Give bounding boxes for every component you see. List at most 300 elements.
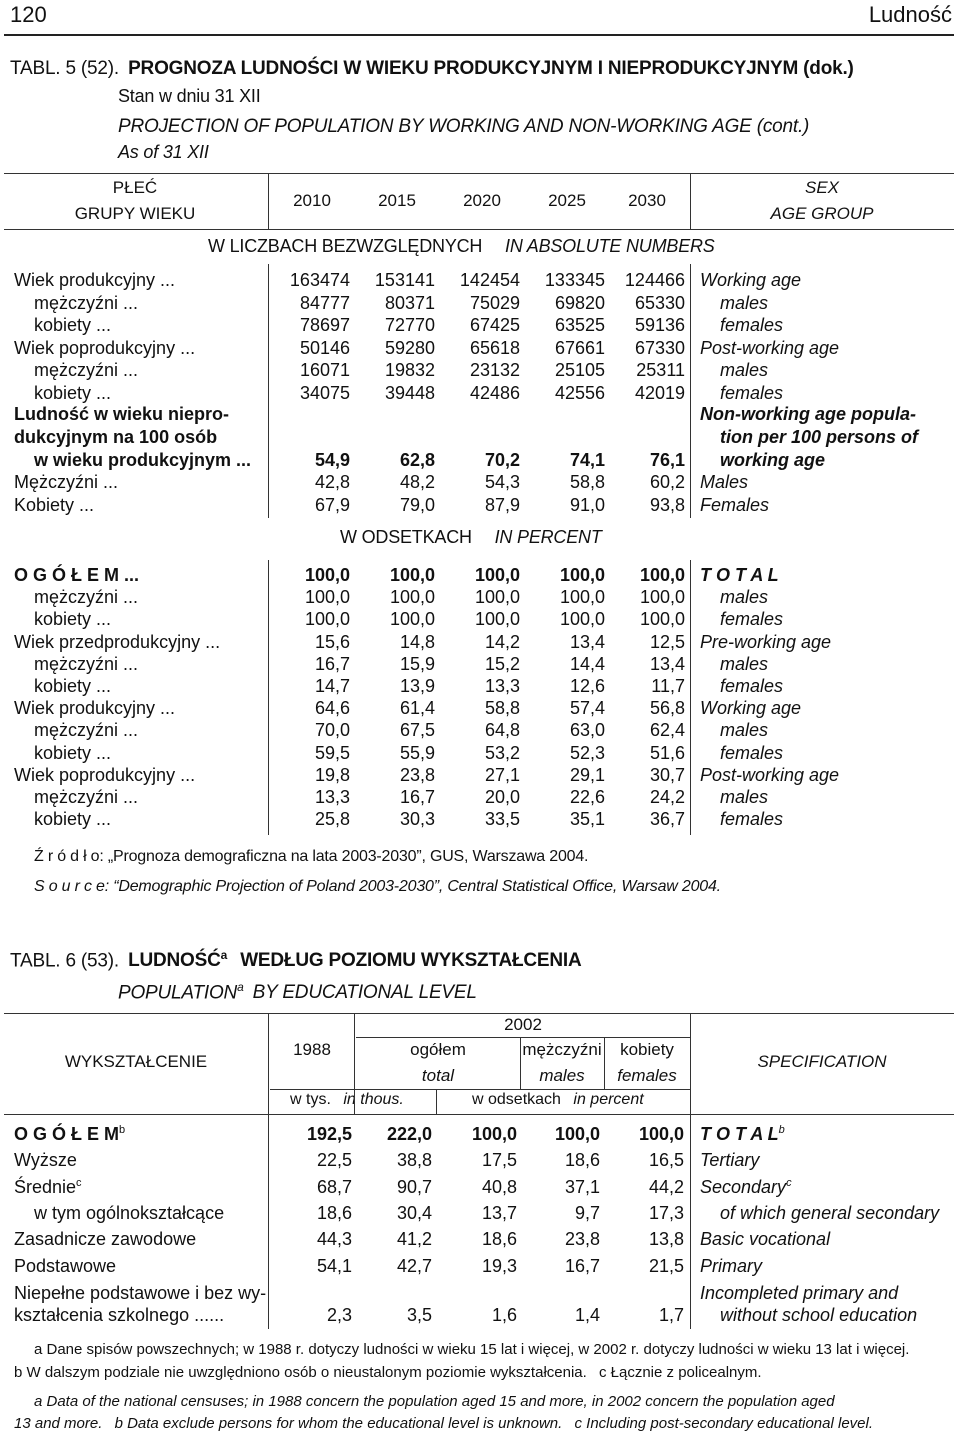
- t6-year-2002: 2002: [504, 1015, 542, 1034]
- t5-pct-row-2-value-3: 100,0: [559, 609, 605, 630]
- t6-row-2-label-en-sup: c: [786, 1176, 792, 1189]
- t5-pct-row-11-label-en: females: [720, 809, 784, 830]
- t6-last-value-0: 2,3: [326, 1305, 352, 1325]
- t5-abs-row-3-value-4: 67330: [634, 337, 685, 358]
- t5-pct-row-11-value-4: 36,7: [649, 809, 685, 830]
- t5-abs-row-2-value-1: 72770: [384, 315, 435, 335]
- t5-pct-row-3-value-0: 15,6: [314, 631, 350, 652]
- t5-pct-row-8-value-2: 53,2: [484, 742, 520, 763]
- t5-pct-row-8-label-en: females: [720, 742, 784, 763]
- t5-abs-row-1-value-2: 75029: [469, 292, 520, 313]
- t5-pct-row-9-label-en: Post-working age: [700, 764, 840, 785]
- t6-row-3-value-0: 18,6: [316, 1202, 352, 1223]
- t6-row-4-label-en: [700, 1229, 830, 1250]
- t6-row-2-label-en: [700, 1177, 792, 1198]
- t5-col-right-1: SEX: [804, 178, 840, 197]
- t6-row-2-label-en-text: Secondary: [700, 1176, 787, 1197]
- t5-pct-row-6-value-1: 61,4: [399, 698, 435, 719]
- t5-pct-row-6-value-2: 58,8: [484, 698, 520, 719]
- t5-abs-row-0-value-3: 133345: [544, 270, 605, 290]
- t5-pct-row-0-value-2: 100,0: [474, 565, 520, 585]
- t5-ratio-label-en-0: Non-working age popula-: [700, 404, 916, 424]
- t5-ratio-label-en-1: tion per 100 persons of: [720, 427, 919, 447]
- t5-pct-row-4-value-2: 15,2: [484, 653, 520, 674]
- t6-row-0-label-en-sup: b: [778, 1124, 785, 1136]
- t6-row-4-value-3: 23,8: [564, 1229, 600, 1250]
- t5-pct-row-4-value-4: 13,4: [649, 653, 685, 674]
- t6-unit-2: [472, 1091, 644, 1109]
- t6-unit-1-pl: w tys.: [290, 1091, 331, 1108]
- t5-mf-row-0-value-3: 58,8: [569, 472, 605, 492]
- t5-abs-row-4-label-en: males: [720, 360, 769, 380]
- t5-abs-row-5-label: kobiety ...: [34, 382, 112, 403]
- t5-mf-row-1-value-4: 93,8: [649, 494, 685, 515]
- t5-abs-row-3-value-0: 50146: [299, 337, 350, 358]
- t5-top-rule: [4, 173, 954, 174]
- t6-row-5-label: [14, 1256, 116, 1277]
- t6-note-b-en: b Data exclude persons for whom the educational level is unknown.: [114, 1415, 563, 1432]
- t5-pct-row-5-value-1: 13,9: [399, 676, 435, 696]
- t5-abs-row-5-label-en: females: [720, 382, 784, 403]
- t6-row-2-value-1: 90,7: [396, 1176, 432, 1197]
- t5-subtitle-en: As of 31 XII: [118, 142, 209, 162]
- t5-pct-row-10-value-0: 13,3: [314, 787, 350, 807]
- t5-pct-row-4-value-1: 15,9: [399, 653, 435, 674]
- t5-pct-row-6-label-en: Working age: [700, 698, 802, 719]
- t5-pct-row-4-value-3: 14,4: [569, 653, 605, 674]
- t6-row-3-value-2: 13,7: [481, 1202, 517, 1223]
- t6-row-0-value-2: 100,0: [471, 1124, 517, 1144]
- t5-pct-row-11-value-1: 30,3: [399, 809, 435, 830]
- t5-pct-row-8-value-1: 55,9: [399, 742, 435, 763]
- t5-pct-row-2-label-en: females: [720, 609, 784, 630]
- t6-row-1-value-4: 16,5: [648, 1150, 684, 1171]
- t5-abs-row-0-value-2: 142454: [459, 270, 520, 290]
- t5-ratio-value-2: 70,2: [484, 450, 520, 470]
- t6-row-4-label-en-text: Basic vocational: [700, 1229, 831, 1250]
- t5-pct-row-8-label: kobiety ...: [34, 742, 112, 763]
- t6-title-pl: LUDNOŚĆ: [128, 950, 221, 972]
- t5-pct-row-5-value-2: 13,3: [484, 676, 520, 696]
- t6-row-0-label-text: O G Ó Ł E M: [14, 1124, 120, 1144]
- t6-header-rule: [4, 1114, 954, 1115]
- t5-year-3: 2025: [548, 191, 586, 210]
- t5-subtitle-pl: Stan w dniu 31 XII: [118, 86, 261, 106]
- t6-row-5-value-3: 16,7: [564, 1255, 600, 1276]
- t5-abs-row-1-value-4: 65330: [634, 292, 685, 313]
- t6-col-females-pl: kobiety: [620, 1040, 674, 1059]
- t5-section1-pl: W LICZBACH BEZWZGLĘDNYCH: [208, 236, 483, 256]
- t5-pct-row-3-value-3: 13,4: [569, 631, 605, 652]
- t6-unit-2-en: in percent: [573, 1091, 644, 1108]
- section-title: Ludność: [868, 2, 952, 27]
- t6-vline-males: [520, 1037, 521, 1089]
- t5-pct-row-9-value-4: 30,7: [649, 764, 685, 785]
- t5-pct-row-3-label-en: Pre-working age: [700, 631, 832, 652]
- t5-abs-row-5-value-4: 42019: [634, 382, 685, 403]
- t5-mf-row-1-value-3: 91,0: [569, 494, 605, 515]
- t6-vline-right: [690, 1013, 691, 1329]
- t6-row-4-label: [14, 1229, 196, 1250]
- t5-pct-row-1-value-3: 100,0: [559, 587, 605, 608]
- t5-pct-row-10-value-3: 22,6: [569, 787, 605, 807]
- t6-note-a-en1: a Data of the national censuses; in 1988 concern the population aged 15 and more, in 2002 concern the population aged: [34, 1393, 835, 1410]
- t6-row-3-label-en: [720, 1203, 939, 1224]
- t5-pct-row-7-value-1: 67,5: [399, 720, 435, 741]
- t5-pct-row-8-value-0: 59,5: [314, 742, 350, 763]
- t5-ratio-label-2: w wieku produkcyjnym ...: [34, 450, 252, 470]
- t5-abs-row-3-value-3: 67661: [554, 337, 605, 358]
- t5-pct-row-10-label-en: males: [720, 787, 769, 807]
- t5-pct-row-6-label: Wiek produkcyjny ...: [14, 698, 176, 719]
- t5-pct-row-2-value-0: 100,0: [304, 609, 350, 630]
- t6-top-rule: [4, 1013, 954, 1014]
- t5-pct-row-6-value-4: 56,8: [649, 698, 685, 719]
- t5-mf-row-0-label: Mężczyźni ...: [14, 472, 119, 492]
- t5-ratio-label-en-2: working age: [720, 450, 826, 470]
- t6-row-3-value-3: 9,7: [574, 1202, 600, 1223]
- t5-source-pl-label: Ź r ó d ł o:: [34, 848, 104, 865]
- t6-row-3-label-text: w tym ogólnokształcące: [34, 1202, 225, 1223]
- t6-last-label-en-1: without school education: [720, 1305, 918, 1325]
- t6-row-5-value-2: 19,3: [481, 1255, 517, 1276]
- t5-abs-row-0-value-4: 124466: [624, 270, 685, 290]
- t5-mf-row-1-value-2: 87,9: [484, 494, 520, 515]
- t6-row-5-label-en-text: Primary: [700, 1255, 762, 1276]
- t6-last-value-3: 1,4: [574, 1305, 600, 1325]
- t5-abs-row-1-label-en: males: [720, 292, 769, 313]
- t5-pct-row-11-value-3: 35,1: [569, 809, 605, 830]
- t6-col-total-en: total: [421, 1066, 455, 1085]
- t5-body-vline-right: [690, 264, 691, 518]
- t5-pct-row-9-value-3: 29,1: [569, 764, 605, 785]
- t6-row-2-label: [14, 1177, 82, 1198]
- t5-abs-row-2-value-0: 78697: [299, 315, 350, 335]
- t5-abs-row-3-label-en: Post-working age: [700, 337, 840, 358]
- t6-title-prefix: TABL. 6 (53).: [10, 950, 119, 972]
- t6-unit-1-en: in thous.: [343, 1091, 404, 1108]
- t5-pct-row-5-label-en: females: [720, 676, 784, 696]
- t5-col-left-2: GRUPY WIEKU: [74, 204, 196, 223]
- t5-title-prefix: TABL. 5 (52).: [10, 58, 119, 79]
- t5-abs-row-2-label: kobiety ...: [34, 315, 112, 335]
- t5-pct-row-7-label-en: males: [720, 720, 769, 741]
- t6-last-value-4: 1,7: [658, 1305, 684, 1325]
- t5-pct-row-6-value-3: 57,4: [569, 698, 605, 719]
- t6-col-females-en: females: [617, 1066, 677, 1085]
- t5-mf-row-0-value-0: 42,8: [314, 472, 350, 492]
- page-number: 120: [10, 2, 47, 27]
- t5-pct-row-9-value-1: 23,8: [399, 764, 435, 785]
- t5-year-4: 2030: [628, 191, 666, 210]
- t6-row-1-label-en: [700, 1150, 759, 1171]
- t5-pct-row-3-value-4: 12,5: [649, 631, 685, 652]
- t6-vline-unit: [436, 1089, 437, 1114]
- t5-ratio-value-4: 76,1: [649, 450, 685, 470]
- t5-pct-row-4-label-en: males: [720, 653, 769, 674]
- t6-row-1-value-0: 22,5: [316, 1150, 352, 1171]
- t6-row-1-label: [14, 1150, 77, 1171]
- t5-pct-row-0-value-4: 100,0: [639, 565, 685, 585]
- t5-pct-row-9-label: Wiek poprodukcyjny ...: [14, 764, 196, 785]
- t6-unit-2-pl: w odsetkach: [472, 1091, 561, 1108]
- t6-row-0-value-4: 100,0: [638, 1124, 684, 1144]
- t6-row-2-label-text: Średnie: [14, 1176, 77, 1197]
- t5-abs-row-0-value-1: 153141: [374, 270, 435, 290]
- t6-row-3-value-1: 30,4: [396, 1202, 432, 1223]
- t6-row-2-value-3: 37,1: [564, 1176, 600, 1197]
- t5-pct-row-1-value-4: 100,0: [639, 587, 685, 608]
- t5-abs-row-1-value-0: 84777: [299, 292, 350, 313]
- t5-pct-row-2-label: kobiety ...: [34, 609, 112, 630]
- t5-pct-row-11-value-2: 33,5: [484, 809, 520, 830]
- t5-pct-row-5-value-3: 12,6: [569, 676, 605, 696]
- t6-row-4-value-1: 41,2: [396, 1229, 432, 1250]
- t6-note-a-pl: a Dane spisów powszechnych; w 1988 r. dotyczy ludności w wieku 15 lat i więcej, w 2002 r. dotyczy ludności w wieku 13 lat i więcej.: [34, 1341, 910, 1358]
- t5-ratio-label-1: dukcyjnym na 100 osób: [14, 427, 218, 447]
- t5-year-2: 2020: [463, 191, 501, 210]
- t6-year-rule: [356, 1037, 690, 1038]
- t5-pct-row-10-value-4: 24,2: [649, 787, 685, 807]
- t5-pct-row-5-value-4: 11,7: [651, 676, 685, 696]
- t6-vline-1988: [354, 1013, 355, 1114]
- t6-row-4-value-4: 13,8: [648, 1229, 684, 1250]
- t5-section1-en: IN ABSOLUTE NUMBERS: [505, 236, 715, 256]
- t5-pct-row-2-value-1: 100,0: [389, 609, 435, 630]
- t6-title-en-main: POPULATION: [118, 982, 238, 1004]
- t5-abs-row-1-value-1: 80371: [384, 292, 435, 313]
- t6-note-bc-en: [14, 1415, 873, 1432]
- t5-source-en-text: “Demographic Projection of Poland 2003-2030”, Central Statistical Office, Warsaw 2004.: [113, 878, 721, 895]
- t5-abs-row-5-value-1: 39448: [384, 382, 435, 403]
- t6-title-pl-rest: WEDŁUG POZIOMU WYKSZTAŁCENIA: [240, 950, 582, 972]
- t5-pct-row-7-value-4: 62,4: [649, 720, 685, 741]
- t5-pct-row-2-value-2: 100,0: [474, 609, 520, 630]
- t6-title-pl-sup: a: [220, 948, 228, 962]
- t5-pct-row-7-label: mężczyźni ...: [34, 720, 139, 741]
- t5-pct-row-8-value-3: 52,3: [569, 742, 605, 763]
- t5-section1-label: [208, 236, 715, 257]
- t5-abs-row-5-value-0: 34075: [299, 382, 350, 403]
- t5-abs-row-2-label-en: females: [720, 315, 784, 335]
- t5-pct-row-0-value-0: 100,0: [304, 565, 350, 585]
- t5-abs-row-2-value-3: 63525: [554, 315, 605, 335]
- t5-pct-row-10-label: mężczyźni ...: [34, 787, 139, 807]
- t5-pct-row-2-value-4: 100,0: [639, 609, 685, 630]
- t6-note-a-en2: 13 and more.: [14, 1415, 103, 1432]
- t5-source-pl-text: „Prognoza demograficzna na lata 2003-2030”, GUS, Warszawa 2004.: [107, 848, 589, 865]
- t5-section2-label: [340, 527, 602, 548]
- t5-abs-row-2-value-4: 59136: [634, 315, 685, 335]
- t5-pct-row-1-value-2: 100,0: [474, 587, 520, 608]
- t6-row-3-label-en-text: of which general secondary: [720, 1202, 940, 1223]
- t6-vline-left: [268, 1013, 269, 1329]
- t5-header-vline-right: [690, 173, 691, 229]
- t6-last-value-1: 3,5: [406, 1305, 432, 1325]
- t6-row-5-value-4: 21,5: [648, 1255, 684, 1276]
- t5-title-pl: PROGNOZA LUDNOŚCI W WIEKU PRODUKCYJNYM I NIEPRODUKCYJNYM (dok.): [128, 58, 854, 79]
- t5-header-rule: [4, 229, 954, 230]
- t5-source-en: [34, 878, 721, 896]
- t5-pct-row-5-label: kobiety ...: [34, 676, 112, 696]
- t5-pct-row-4-label: mężczyźni ...: [34, 653, 139, 674]
- t5-abs-row-4-value-3: 25105: [554, 360, 605, 380]
- t6-row-5-label-en: [700, 1256, 762, 1277]
- t5-source-pl: [34, 848, 588, 866]
- t5-ratio-value-0: 54,9: [314, 450, 350, 470]
- t6-title-en-rest: BY EDUCATIONAL LEVEL: [252, 982, 477, 1004]
- t5-ratio-label-0: Ludność w wieku niepro-: [14, 404, 230, 424]
- t6-note-b-pl: b W dalszym podziale nie uwzględniono osób o nieustalonym poziomie wykształcenia.: [14, 1364, 587, 1381]
- t6-row-0-value-3: 100,0: [554, 1124, 600, 1144]
- t6-last-label-0: Niepełne podstawowe i bez wy-: [14, 1283, 267, 1303]
- t5-pct-row-8-value-4: 51,6: [649, 742, 685, 763]
- t5-pct-row-9-value-2: 27,1: [484, 764, 520, 785]
- t5-abs-row-0-label: Wiek produkcyjny ...: [14, 270, 176, 290]
- t5-abs-row-0-label-en: Working age: [700, 270, 802, 290]
- t6-vline-females: [604, 1037, 605, 1089]
- t6-row-3-value-4: 17,3: [648, 1202, 684, 1223]
- t6-row-2-value-2: 40,8: [481, 1176, 517, 1197]
- t5-pct-row-0-label: O G Ó Ł E M ...: [14, 565, 140, 585]
- t5-section2-pl: W ODSETKACH: [340, 527, 472, 547]
- t5-pct-row-11-value-0: 25,8: [314, 809, 350, 830]
- t5-abs-row-1-value-3: 69820: [554, 292, 605, 313]
- t5-source-en-label: S o u r c e:: [34, 878, 109, 895]
- t6-col-males-pl: mężczyźni: [522, 1040, 602, 1059]
- t5-abs-row-3-value-2: 65618: [469, 337, 520, 358]
- t6-row-0-label: [14, 1124, 125, 1145]
- t5-abs-row-5-value-3: 42556: [554, 382, 605, 403]
- t6-row-4-value-0: 44,3: [316, 1229, 352, 1250]
- t5-pct-row-6-value-0: 64,6: [314, 698, 350, 719]
- t6-row-2-label-sup: c: [76, 1176, 82, 1189]
- t5-pct-row-4-value-0: 16,7: [314, 653, 350, 674]
- t6-unit-1: [290, 1091, 404, 1109]
- t5-abs-row-4-value-2: 23132: [469, 360, 520, 380]
- t5-pct-row-1-value-0: 100,0: [304, 587, 350, 608]
- t6-last-label-en-0: Incompleted primary and: [700, 1283, 899, 1303]
- t5-pct-row-11-label: kobiety ...: [34, 809, 112, 830]
- t5-abs-row-3-value-1: 59280: [384, 337, 435, 358]
- t5-body2-vline-right: [690, 560, 691, 835]
- t6-note-c-en: c Including post-secondary educational level.: [574, 1415, 874, 1432]
- t6-title-en-sup: a: [237, 980, 244, 994]
- t6-row-5-label-text: Podstawowe: [14, 1255, 117, 1276]
- t5-year-0: 2010: [293, 191, 331, 210]
- t6-note-bc-pl: [14, 1364, 762, 1381]
- t6-row-0-value-1: 222,0: [386, 1124, 432, 1144]
- t5-title-en: PROJECTION OF POPULATION BY WORKING AND NON-WORKING AGE (cont.): [118, 116, 810, 137]
- t5-pct-row-0-value-1: 100,0: [389, 565, 435, 585]
- t5-header-vline-left: [268, 173, 269, 229]
- t5-mf-row-0-value-2: 54,3: [484, 472, 520, 492]
- t5-mf-row-1-value-1: 79,0: [399, 494, 435, 515]
- t5-pct-row-0-label-en: T O T A L: [700, 565, 779, 585]
- t5-abs-row-4-value-4: 25311: [636, 360, 685, 380]
- t6-row-5-value-0: 54,1: [316, 1255, 352, 1276]
- t5-title: [10, 58, 854, 80]
- t5-pct-row-1-label: mężczyźni ...: [34, 587, 139, 608]
- t5-pct-row-10-value-2: 20,0: [484, 787, 520, 807]
- t5-pct-row-1-label-en: males: [720, 587, 769, 608]
- t6-year-1988: 1988: [293, 1040, 331, 1059]
- t5-abs-row-3-label: Wiek poprodukcyjny ...: [14, 337, 196, 358]
- t6-last-value-2: 1,6: [491, 1305, 517, 1325]
- t6-row-2-value-0: 68,7: [316, 1176, 352, 1197]
- t6-note-c-pl: c Łącznie z policealnym.: [598, 1364, 762, 1381]
- t5-abs-row-4-value-0: 16071: [299, 360, 350, 380]
- t5-col-left-1: PŁEĆ: [112, 178, 158, 197]
- t5-body2-vline-left: [268, 560, 269, 835]
- t5-ratio-value-3: 74,1: [569, 450, 605, 470]
- t5-mf-row-0-label-en: Males: [700, 472, 749, 492]
- t6-last-label-1: kształcenia szkolnego ......: [14, 1305, 225, 1325]
- t6-row-1-value-1: 38,8: [396, 1150, 432, 1171]
- t6-row-1-value-3: 18,6: [564, 1150, 600, 1171]
- t5-mf-row-0-value-4: 60,2: [649, 472, 685, 492]
- t5-abs-row-0-value-0: 163474: [289, 270, 350, 290]
- t5-abs-row-2-value-2: 67425: [469, 315, 520, 335]
- t6-row-1-label-en-text: Tertiary: [700, 1150, 760, 1171]
- t5-ratio-value-1: 62,8: [399, 450, 435, 470]
- t5-pct-row-5-value-0: 14,7: [314, 676, 350, 696]
- t6-row-2-value-4: 44,2: [648, 1176, 684, 1197]
- t5-pct-row-3-label: Wiek przedprodukcyjny ...: [14, 631, 221, 652]
- t5-col-right-2: AGE GROUP: [770, 204, 874, 223]
- t5-pct-row-9-value-0: 19,8: [314, 764, 350, 785]
- t5-mf-row-1-value-0: 67,9: [314, 494, 350, 515]
- t6-col-left: WYKSZTAŁCENIE: [64, 1052, 208, 1071]
- t6-row-3-label: [34, 1203, 224, 1224]
- t6-title: [10, 948, 582, 972]
- t6-col-males-en: males: [539, 1066, 585, 1085]
- t5-pct-row-1-value-1: 100,0: [389, 587, 435, 608]
- t6-row-4-label-text: Zasadnicze zawodowe: [14, 1229, 197, 1250]
- t6-row-4-value-2: 18,6: [481, 1229, 517, 1250]
- t6-row-1-label-text: Wyższe: [14, 1150, 77, 1171]
- header-rule: [4, 34, 954, 36]
- t6-title-en: [118, 980, 477, 1004]
- t6-row-0-value-0: 192,5: [306, 1124, 352, 1144]
- t5-year-1: 2015: [378, 191, 416, 210]
- t6-row-1-value-2: 17,5: [481, 1150, 517, 1171]
- t5-abs-row-4-label: mężczyźni ...: [34, 360, 139, 380]
- t5-abs-row-4-value-1: 19832: [384, 360, 435, 380]
- t5-body-vline-left: [268, 264, 269, 518]
- t5-pct-row-10-value-1: 16,7: [399, 787, 435, 807]
- t5-pct-row-0-value-3: 100,0: [559, 565, 605, 585]
- t6-row-5-value-1: 42,7: [396, 1255, 432, 1276]
- t6-row-0-label-en: [700, 1124, 785, 1145]
- t5-mf-row-1-label-en: Females: [700, 494, 770, 515]
- t6-col-right: SPECIFICATION: [757, 1052, 887, 1071]
- t5-pct-row-7-value-2: 64,8: [484, 720, 520, 741]
- t5-pct-row-3-value-2: 14,2: [484, 631, 520, 652]
- t6-unit-rule: [270, 1089, 690, 1090]
- t5-mf-row-1-label: Kobiety ...: [14, 494, 95, 515]
- t5-abs-row-5-value-2: 42486: [469, 382, 520, 403]
- t6-row-0-label-sup: b: [119, 1124, 126, 1136]
- t6-row-0-label-en-text: T O T A L: [700, 1124, 779, 1144]
- t5-pct-row-3-value-1: 14,8: [399, 631, 435, 652]
- t5-section2-en: IN PERCENT: [494, 527, 602, 547]
- t5-mf-row-0-value-1: 48,2: [399, 472, 435, 492]
- t5-pct-row-7-value-0: 70,0: [314, 720, 350, 741]
- t5-abs-row-1-label: mężczyźni ...: [34, 292, 139, 313]
- t6-col-total-pl: ogółem: [410, 1040, 466, 1059]
- t5-pct-row-7-value-3: 63,0: [569, 720, 605, 741]
